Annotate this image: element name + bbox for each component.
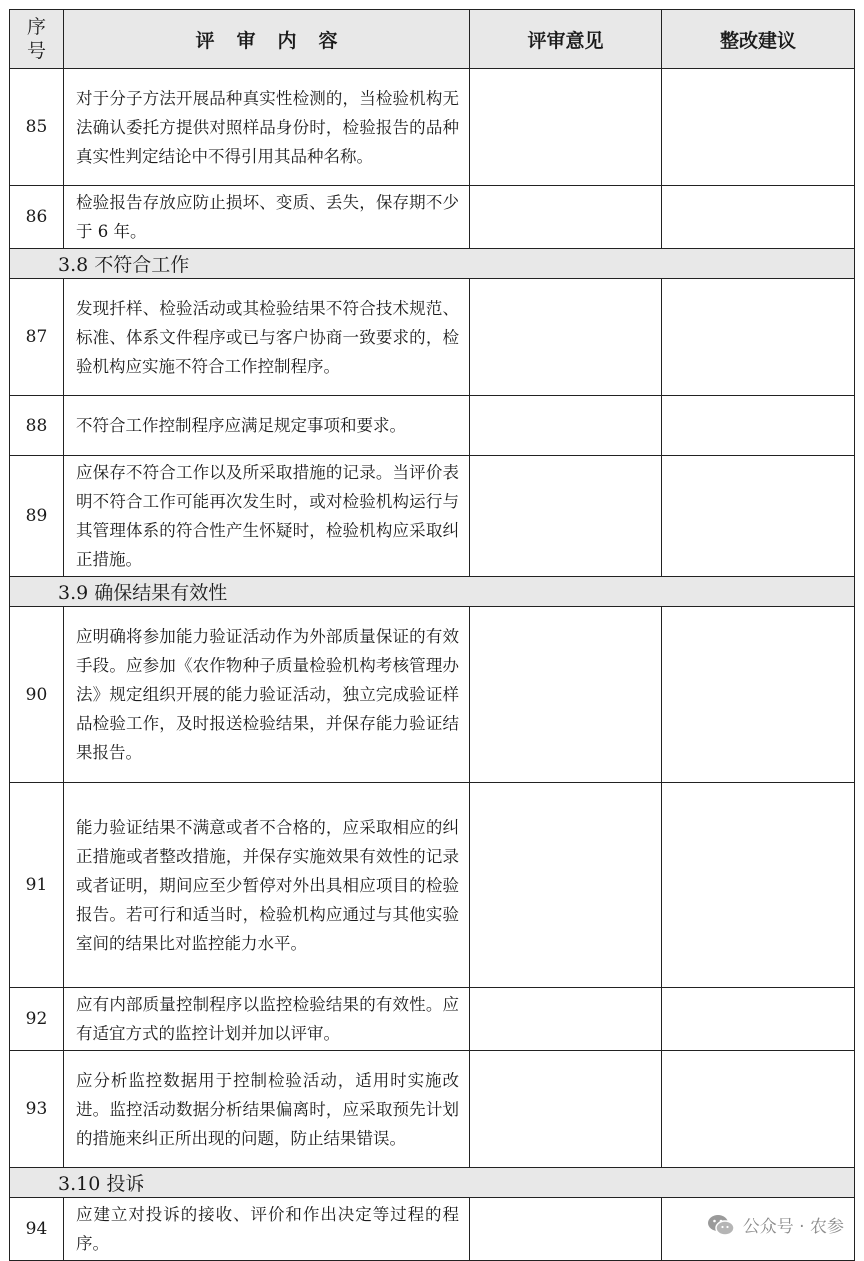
opinion-cell[interactable]: [470, 456, 662, 577]
row-content: 应明确将参加能力验证活动作为外部质量保证的有效手段。应参加《农作物种子质量检验机构考核管理办法》规定组织开展的能力验证活动，独立完成验证样品检验工作，及时报送检验结果，并保存能力验证结果报告。: [64, 607, 470, 783]
row-number: 87: [10, 279, 64, 396]
row-content: 对于分子方法开展品种真实性检测的，当检验机构无法确认委托方提供对照样品身份时，检验报告的品种真实性判定结论中不得引用其品种名称。: [64, 69, 470, 186]
opinion-cell[interactable]: [470, 396, 662, 456]
suggestion-cell[interactable]: [662, 988, 855, 1051]
opinion-cell[interactable]: [470, 279, 662, 396]
row-number: 88: [10, 396, 64, 456]
suggestion-cell[interactable]: [662, 783, 855, 988]
table-row: [10, 69, 855, 186]
row-content: 应分析监控数据用于控制检验活动，适用时实施改进。监控活动数据分析结果偏离时，应采取预先计划的措施来纠正所出现的问题，防止结果错误。: [64, 1051, 470, 1168]
table-row: [10, 988, 855, 1051]
section-title: 3.8 不符合工作: [10, 249, 855, 279]
header-seq-line1: 序: [26, 16, 46, 38]
row-number: 90: [10, 607, 64, 783]
header-seq-line2: 号: [26, 40, 46, 62]
section-title: 3.9 确保结果有效性: [10, 577, 855, 607]
header-opinion: 评审意见: [470, 10, 662, 69]
row-number: 94: [10, 1198, 64, 1261]
header-seq: [10, 10, 64, 69]
table-row: [10, 783, 855, 988]
opinion-cell[interactable]: [470, 783, 662, 988]
suggestion-cell[interactable]: [662, 607, 855, 783]
row-content: 能力验证结果不满意或者不合格的，应采取相应的纠正措施或者整改措施，并保存实施效果有效性的记录或者证明，期间应至少暂停对外出具相应项目的检验报告。若可行和适当时，检验机构应通过与其他实验室间的结果比对监控能力水平。: [64, 783, 470, 988]
table-row: [10, 396, 855, 456]
table-row: [10, 456, 855, 577]
opinion-cell[interactable]: [470, 988, 662, 1051]
suggestion-cell[interactable]: [662, 186, 855, 249]
suggestion-cell[interactable]: [662, 69, 855, 186]
suggestion-cell[interactable]: [662, 279, 855, 396]
table-row: [10, 279, 855, 396]
section-row: [10, 1168, 855, 1198]
opinion-cell[interactable]: [470, 1051, 662, 1168]
watermark: [707, 1212, 844, 1237]
row-content: 应建立对投诉的接收、评价和作出决定等过程的程序。: [64, 1198, 470, 1261]
table-row: [10, 1051, 855, 1168]
opinion-cell[interactable]: [470, 69, 662, 186]
opinion-cell[interactable]: [470, 1198, 662, 1261]
row-number: 93: [10, 1051, 64, 1168]
section-title: 3.10 投诉: [10, 1168, 855, 1198]
row-number: 85: [10, 69, 64, 186]
table-row: [10, 186, 855, 249]
section-row: [10, 249, 855, 279]
row-content: 不符合工作控制程序应满足规定事项和要求。: [64, 396, 470, 456]
row-number: 91: [10, 783, 64, 988]
opinion-cell[interactable]: [470, 607, 662, 783]
suggestion-cell[interactable]: [662, 456, 855, 577]
wechat-icon: [707, 1214, 735, 1236]
row-number: 89: [10, 456, 64, 577]
row-content: 应保存不符合工作以及所采取措施的记录。当评价表明不符合工作可能再次发生时，或对检验机构运行与其管理体系的符合性产生怀疑时，检验机构应采取纠正措施。: [64, 456, 470, 577]
header-content: 评审内容: [64, 10, 470, 69]
header-row: [10, 10, 855, 69]
section-row: [10, 577, 855, 607]
row-content: 应有内部质量控制程序以监控检验结果的有效性。应有适宜方式的监控计划并加以评审。: [64, 988, 470, 1051]
watermark-text: 公众号 · 农参: [742, 1217, 844, 1237]
suggestion-cell[interactable]: [662, 1051, 855, 1168]
row-number: 92: [10, 988, 64, 1051]
opinion-cell[interactable]: [470, 186, 662, 249]
row-content: 检验报告存放应防止损坏、变质、丢失，保存期不少于 6 年。: [64, 186, 470, 249]
header-suggestion: 整改建议: [662, 10, 855, 69]
table-row: [10, 607, 855, 783]
row-content: 发现扦样、检验活动或其检验结果不符合技术规范、标准、体系文件程序或已与客户协商一致要求的，检验机构应实施不符合工作控制程序。: [64, 279, 470, 396]
suggestion-cell[interactable]: [662, 396, 855, 456]
row-number: 86: [10, 186, 64, 249]
review-table: [9, 9, 855, 1261]
